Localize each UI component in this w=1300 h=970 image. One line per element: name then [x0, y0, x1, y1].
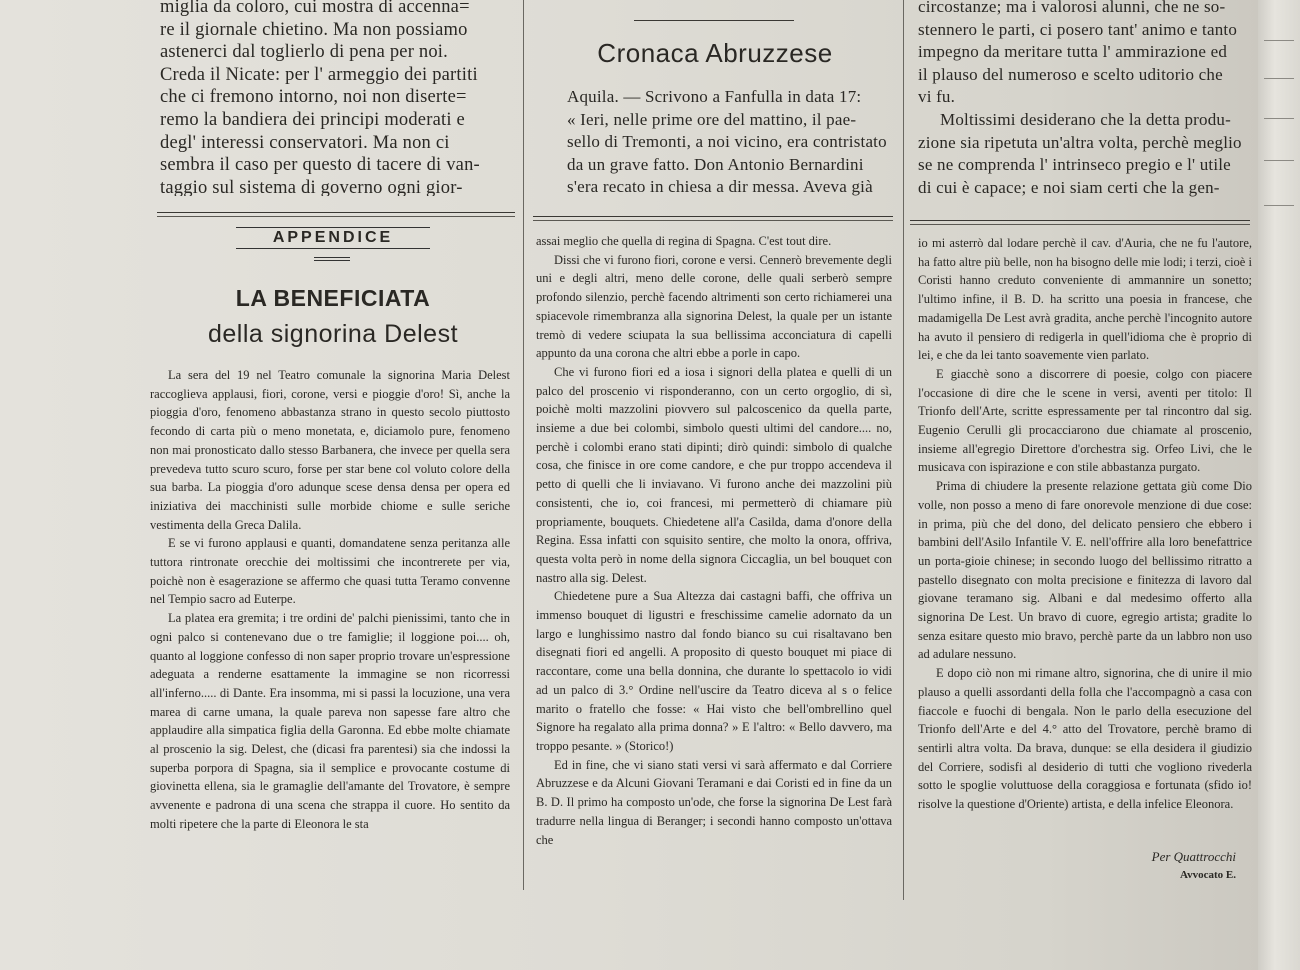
col1-top-line: che ci fremono intorno, noi non diserte=: [160, 87, 467, 108]
paragraph: E dopo ciò non mi rimane altro, signorina, che di unire il mio plauso a quelli assordanti della folla che l'accompagnò a casa con fiaccole e fuochi di bengala. Non le parlo della esecuzione del Trionfo dell'Arte e del 4.° atto del Trovatore, perchè bramo di sentirli altra volta. Da brava, dunque: se ella desidera il giudizio del Corriere, sodisfi al desiderio di tutti che vogliono rivederla sotto le spoglie voluttuose della coraggiosa e fortunata (sfido io! risolve la questione d'Oriente) artista, e della infelice Eleonora.: [918, 666, 1252, 812]
paragraph: io mi asterrò dal lodare perchè il cav. d'Auria, che ne fu l'autore, ha fatto altre più belle, non ha bisogno delle mie lodi; i terzi, cioè i Coristi hanno creduto conveniente di ammannire un sonetto; l'ultimo infine, il B. D. ha scritto una poesia in francese, che madamigella De Lest avrà gradita, anche perchè l'incognito autore ha avuto il pensiero di redigerla in quell'idioma che è proprio di lei, e che da lei tanto soavemente vien parlato.: [918, 236, 1252, 363]
col1-top-line: miglia da coloro, cui mostra di accenna=: [160, 0, 470, 17]
cronaca-line: s'era recato in chiesa a dir messa. Aveva già: [567, 177, 873, 196]
col3-top-line: impegno da meritare tutta l' ammirazione ed: [918, 42, 1228, 62]
column-rule: [903, 0, 904, 900]
paragraph: Dissi che vi furono fiori, corone e versi. Cennerò brevemente degli uni e degli altri, meno delle corone, delle quali serberò sempre profondo silenzio, perchè facendo altrimenti son certo richiamerei una spiacevole rimembranza alla signorina Delest, la quale per un istante tremò di vedere sciupata la sua bellissima acconciatura di capelli appunto da una corona che altri ebbe a porle in capo.: [536, 252, 892, 361]
paragraph: assai meglio che quella di regina di Spagna. C'est tout dire.: [536, 234, 832, 248]
col1-body: [150, 366, 510, 886]
col1-top-line: sembra il caso per questo di tacere di van-: [160, 155, 480, 176]
edge-line: [1264, 205, 1294, 206]
col3-top-line: Moltissimi desiderano che la detta produ-: [940, 109, 1231, 129]
col1-top-line: taggio sul sistema di governo ogni gior-: [160, 177, 463, 196]
article-title-line2: della signorina Delest: [207, 320, 459, 348]
col3-top-line: se ne comprenda l' intrinseco pregio e l' utile: [918, 155, 1231, 175]
paragraph: Prima di chiudere la presente relazione gettata giù come Dio volle, non posso a meno di fare onorevole menzione di due cose: in prima, più che del dono, del delicato pensiero che ebbero i bambini dell'Asilo Infantile V. E. nell'offrire alla loro benefattrice un porta-gioie chinese; in secondo luogo del bellissimo ritratto a pastello disegnato con molta precisione e finitezza di lavoro dal giovane teramano sig. Albani e dal medesimo offerto alla signorina De Lest. Un bravo di cuore, egregio artista; gradite lo senza esitare questo mio bravo, perchè parte da un labbro non uso ad adulare nessuno.: [918, 479, 1252, 662]
cronaca-line: sello di Tremonti, a noi vicino, era contristato: [567, 132, 887, 152]
signature: [1030, 848, 1236, 884]
paragraph: Ed in fine, che vi siano stati versi vi sarà affermato e dal Corriere Abruzzese e da Alcuni Giovani Teramani e dai Coristi ed in fine da un B. D. Il primo ha composto un'ode, che forse la signorina De Lest farà tradurre nella lingua di Beranger; i secondi hanno composto un'ottava che: [536, 757, 892, 847]
col3-top-line: zione sia ripetuta un'altra volta, perchè meglio: [918, 132, 1242, 152]
signature-line1: Per Quattrocchi: [1151, 849, 1236, 864]
cronaca-line: Aquila. — Scrivono a Fanfulla in data 17:: [567, 87, 862, 106]
cronaca-line: « Ieri, nelle prime ore del mattino, il pae-: [567, 109, 857, 129]
edge-line: [1264, 160, 1294, 161]
edge-line: [1264, 40, 1294, 41]
col1-top-line: re il giornale chietino. Ma non possiamo: [160, 19, 468, 40]
adjacent-page-edge: [1258, 0, 1300, 970]
separator-rule-col3: [910, 220, 1250, 225]
cronaca-article: [567, 86, 889, 196]
edge-line: [1264, 118, 1294, 119]
separator-rule-col2: [533, 216, 893, 221]
paragraph: La sera del 19 nel Teatro comunale la signorina Maria Delest raccoglieva applausi, fiori, corone, versi e pioggie d'oro! Sì, anche la pioggia d'oro, fenomeno abbastanza strano in questo secolo piuttosto fecondo di carta più o meno monetata, e, diciamolo pure, fenomeno non mai pronosticato dallo stesso Barbanera, che invece per quella sera prevedeva tutto scuro scuro, forse per star bene col voluto colore della sua barba. La pioggia d'oro adunque scese densa densa per opera ed iniziativa dei macchinisti sulle morbide chiome e sulle seriche vestimenta della Greca Dalila.: [150, 368, 510, 532]
edge-line: [1264, 78, 1294, 79]
paragraph: Chiedetene pure a Sua Altezza dai castagni baffi, che offriva un immenso bouquet di ligustri e freschissime camelie adornato da un largo e lunghissimo nastro dal fondo bianco su cui risaltavano ben disegnati fiori ed angelli. A proposito di questo bouquet mi piace di raccontare, come una bella donnina, che durante lo spettacolo io vidi ad un palco di 3.° Ordine nell'uscire da Teatro diceva al s o felice marito o fratello che fosse: « Hai visto che bell'ombrellino quel Signore ha regalato alla prima donna? » E l'altro: « Bello davvero, ma troppo pesante. » (Storico!): [536, 589, 892, 753]
signature-line2: Avvocato E.: [1179, 869, 1236, 881]
col3-top-line: vi fu.: [918, 87, 956, 107]
col1-top-line: remo la bandiera dei principi moderati e: [160, 109, 465, 130]
col1-top-article: [160, 0, 508, 196]
article-title-line1: LA BENEFICIATA: [235, 285, 431, 311]
col3-top-line: di cui è capace; e noi siam certi che la gen-: [918, 177, 1220, 197]
cronaca-top-rule: [634, 20, 794, 21]
col2-body: [536, 232, 892, 888]
paragraph: E se vi furono applausi e quanti, domandatene senza peritanza alle tuttora rintronate orecchie dei moltissimi che incontrerete per via, poichè non è esagerazione se affermo che quasi tutta Teramo convenne nel Tempio sacro ad Euterpe.: [150, 536, 510, 607]
paragraph: La platea era gremita; i tre ordini de' palchi pienissimi, tanto che in ogni palco si contenevano due o tre famiglie; il loggione poi.... oh, quanto al loggione confesso di non saper proprio trovare un'espressione adeguata a renderne esattamente la immagine se non ricorressi all'inferno..... di Dante. Era insomma, mi si passi la locuzione, una vera marea di carne umana, la quale pareva non sapesse fare altro che applaudire alla simpatica figlia della Garonna. Ed ebbe molte chiamate al proscenio la sig. Delest, che (dicasi fra parentesi) sia che indossi la superba porpora di Spagna, sia il semplice e provocante costume di giovinetta ellena, sia le gramaglie dell'amante del Trovatore, è sempre avvenente e padrona di una scena che strappa il cuore. Ho sentito da molti ripetere che la parte di Eleonora le sta: [150, 611, 510, 831]
separator-rule-col1: [157, 212, 515, 217]
col3-body: [918, 234, 1252, 850]
col3-top-article: [918, 0, 1248, 198]
paragraph: E giacchè sono a discorrere di poesie, colgo con piacere l'occasione di dire che le scene in versi, aventi per titolo: Il Trionfo dell'Arte, scritte espressamente per tal rincontro dal sig. Eugenio Cerulli gli procacciarono due chiamate al proscenio, insieme all'egregio Direttore d'orchestra sig. Orfeo Livi, che le musicava con ispirazione e con stile abbastanza purgato.: [918, 366, 1252, 475]
col1-top-line: degl' interessi conservatori. Ma non ci: [160, 132, 450, 153]
cronaca-title: Cronaca Abruzzese: [597, 38, 833, 68]
column-rule: [523, 0, 524, 890]
appendice-heading: APPENDICE: [236, 227, 430, 249]
cronaca-line: da un grave fatto. Don Antonio Bernardini: [567, 154, 864, 174]
col1-top-line: astenerci dal toglierlo di pena per noi.: [160, 42, 448, 63]
paragraph: Che vi furono fiori ed a iosa i signori della platea e quelli di un palco del proscenio vi risponderanno, con un certo orgoglio, di sì, poichè molti mazzolini piovvero sul palcoscenico da quella parte, insieme a due bei colombi, simbolo questi ultimi del candore.... no, perchè i colombi erano stati dipinti; dirò quindi: simbolo di qualche cosa, che finisce in ore come candore, e che pur troppo accendeva il petto di quelli che li inviavano. Vi furono anche dei mazzolini più consistenti, che io, coi francesi, mi permetterò di chiamare più propriamente, bouquets. Chiedetene all'a Casilda, dama d'onore della Regina. Essa infatti con squisito sentire, che molto la onora, offriva, questa volta però in nome della signora Ciccaglia, un bel bouquet con nastro alla sig. Delest.: [536, 364, 892, 585]
title-ornament: [314, 257, 350, 261]
col3-top-line: il plauso del numeroso e scelto uditorio che: [918, 64, 1223, 84]
col3-top-line: circostanze; ma i valorosi alunni, che ne so-: [918, 0, 1226, 16]
col1-top-line: Creda il Nicate: per l' armeggio dei partiti: [160, 64, 478, 85]
col3-top-line: stennero le parti, ci posero tant' animo e tanto: [918, 19, 1238, 39]
